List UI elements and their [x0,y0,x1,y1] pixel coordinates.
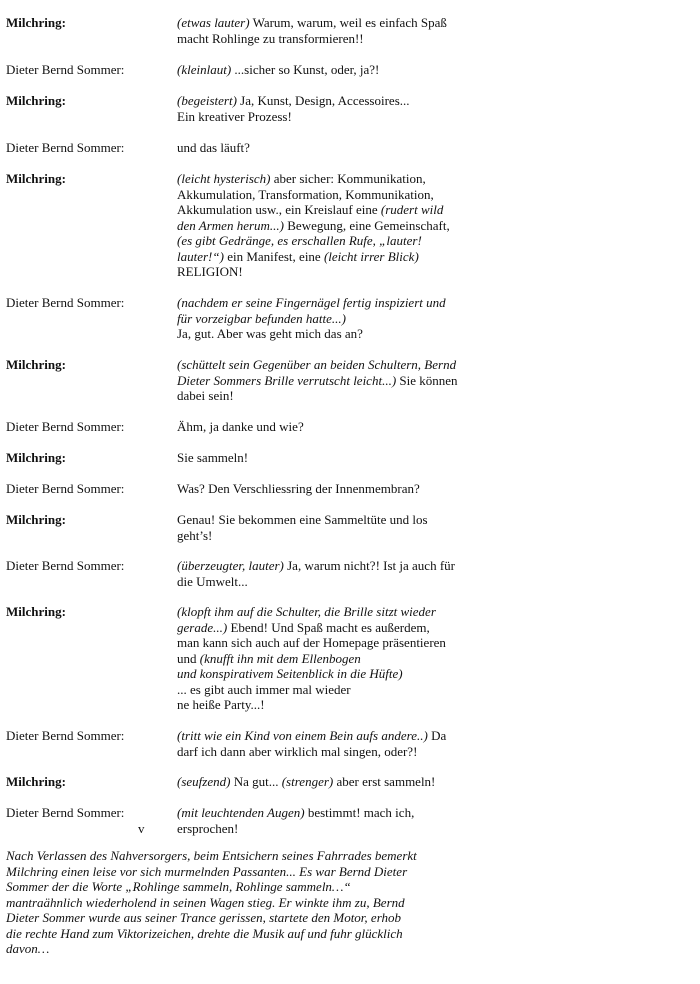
spoken-text: und das läuft? [177,140,250,155]
stage-direction: (schüttelt sein Gegenüber an beiden Schultern, Bernd [177,357,457,372]
stage-direction: (rudert wild [380,202,444,217]
stage-direction: und konspirativem Seitenblick in die Hüfte) [177,666,403,681]
spoken-text: Ebend! Und Spaß macht es außerdem, [227,619,430,635]
speaker-name: Dieter Bernd Sommer: [6,295,125,310]
speaker-name: Milchring: [6,450,66,465]
spoken-text: Akkumulation usw., ein Kreislauf eine [177,202,381,217]
speech-line [177,450,497,466]
spoken-text: Ja, warum nicht?! Ist ja auch für [283,558,455,573]
stage-direction: gerade...) [177,619,228,635]
speech-line [177,744,497,760]
closing-line: davon… [6,941,50,956]
spoken-text: dabei sein! [177,388,234,403]
speech-line [177,15,497,31]
speech-line [177,311,497,327]
speech-text [177,295,497,342]
speech-text [177,15,497,46]
speech-line [177,728,497,744]
speaker-name: Dieter Bernd Sommer: [6,558,125,573]
spoken-text: ein Manifest, eine [223,248,324,264]
speaker-name: Dieter Bernd Sommer: [6,481,125,496]
speaker-name: Dieter Bernd Sommer: [6,62,125,77]
spoken-text: Was? Den Verschliessring der Innenmembran? [177,481,420,496]
speech-text [177,140,497,156]
speech-line [177,109,497,125]
speech-line [177,295,497,311]
speech-line [177,373,497,389]
speech-text [177,450,497,466]
speech-line [177,697,497,713]
spoken-text: RELIGION! [177,264,243,279]
speech-line [177,481,497,497]
speaker-name: Milchring: [6,15,66,30]
speech-line [177,202,497,218]
speech-text [177,419,497,435]
spoken-text: aber erst sammeln! [333,774,436,789]
stage-direction: (klopft ihm auf die Schulter, die Brille sitzt wieder [177,604,436,619]
stage-direction: (strenger) [281,774,334,789]
speech-line [177,620,497,636]
speech-line [177,805,497,821]
closing-line: die rechte Hand zum Viktorizeichen, drehte die Musik auf und fuhr glücklich [6,925,403,941]
spoken-text: ersprochen! [177,820,239,836]
speech-text [177,481,497,497]
speech-line [177,419,497,435]
spoken-text: Da [427,728,447,743]
spoken-text: darf ich dann aber wirklich mal singen, oder?! [177,743,418,759]
speech-line [177,249,497,265]
stage-direction: für vorzeigbar befunden hatte...) [177,310,346,326]
closing-stage-direction [6,848,476,957]
speech-line [177,218,497,234]
speech-text [177,62,497,78]
spoken-text: Warum, warum, weil es einfach Spaß [249,15,447,30]
speech-text [177,728,497,759]
spoken-text: Genau! Sie bekommen eine Sammeltüte und los [177,512,428,527]
stage-direction: (kleinlaut) [177,62,232,77]
speech-text [177,604,497,713]
spoken-text: Ähm, ja danke und wie? [177,419,304,434]
spoken-text: aber sicher: Kommunikation, [270,171,426,186]
speech-line [177,140,497,156]
speaker-name: Milchring: [6,93,66,108]
speech-line [177,93,497,109]
speech-line [177,62,497,78]
speech-line [177,558,497,574]
speech-text [177,93,497,124]
speaker-name: Milchring: [6,604,66,619]
stray-mark: v [138,821,145,836]
speech-line [177,821,497,837]
speech-line [177,774,497,790]
speech-text [177,512,497,543]
closing-line: mantraähnlich wiederholend in seinen Wagen stieg. Er winkte ihm zu, Bernd [6,894,405,910]
spoken-text: geht’s! [177,527,213,543]
speech-line [177,357,497,373]
spoken-text: bestimmt! mach ich, [304,805,415,820]
stage-direction: (nachdem er seine Fingernägel fertig inspiziert und [177,295,446,310]
stage-direction: (seufzend) [177,774,231,789]
speech-line [177,651,497,667]
speaker-name: Dieter Bernd Sommer: [6,419,125,434]
speech-line [177,604,497,620]
stage-direction: (leicht irrer Blick) [323,248,419,264]
spoken-text: Ja, gut. Aber was geht mich das an? [177,326,363,341]
speech-line [177,666,497,682]
closing-line: Nach Verlassen des Nahversorgers, beim Entsichern seines Fahrrades bemerkt [6,848,417,863]
spoken-text: und [177,650,200,666]
stage-direction: den Armen herum...) [177,217,284,233]
speech-line [177,264,497,280]
speech-line [177,187,497,203]
stage-direction: (leicht hysterisch) [177,171,271,186]
stage-direction: (etwas lauter) [177,15,250,30]
speech-text [177,774,497,790]
closing-line: Milchring einen leise vor sich murmelnden Passanten... Es war Bernd Dieter [6,863,408,879]
stage-direction: Dieter Sommers Brille verrutscht leicht...) [177,372,397,388]
stage-direction: (knufft ihn mit dem Ellenbogen [199,650,361,666]
spoken-text: Sie können [396,372,458,388]
speaker-name: Milchring: [6,512,66,527]
speaker-name: Milchring: [6,357,66,372]
speaker-name: Dieter Bernd Sommer: [6,728,125,743]
spoken-text: Ja, Kunst, Design, Accessoires... [236,93,410,108]
stage-direction: (überzeugter, lauter) [177,558,284,573]
spoken-text: ...sicher so Kunst, oder, ja?! [231,62,380,77]
speaker-name: Dieter Bernd Sommer: [6,140,125,155]
speech-line [177,512,497,528]
speech-line [177,233,497,249]
speaker-name: Milchring: [6,774,66,789]
speaker-name: Dieter Bernd Sommer: [6,805,125,820]
speech-line [177,682,497,698]
spoken-text: Ein kreativer Prozess! [177,108,292,124]
spoken-text: Bewegung, eine Gemeinschaft, [284,217,450,233]
spoken-text: Na gut... [230,774,282,789]
speech-text [177,171,497,280]
speech-line [177,171,497,187]
stage-direction: (tritt wie ein Kind von einem Bein aufs andere..) [177,728,428,743]
spoken-text: ... es gibt auch immer mal wieder [177,681,351,697]
stage-direction: (mit leuchtenden Augen) [177,805,305,820]
speaker-name: Milchring: [6,171,66,186]
spoken-text: Sie sammeln! [177,450,249,465]
spoken-text: macht Rohlinge zu transformieren!! [177,30,364,46]
speech-line [177,31,497,47]
stage-direction: (es gibt Gedränge, es erschallen Rufe, „lauter! [177,233,422,248]
speech-line [177,528,497,544]
spoken-text: Akkumulation, Transformation, Kommunikation, [177,186,434,202]
spoken-text: man kann sich auch auf der Homepage präsentieren [177,635,446,650]
stage-direction: (begeistert) [177,93,237,108]
spoken-text: die Umwelt... [177,573,248,589]
speech-line [177,635,497,651]
closing-line: Dieter Sommer wurde aus seiner Trance gerissen, startete den Motor, erhob [6,910,402,925]
speech-text [177,805,497,836]
speech-text [177,558,497,589]
speech-line [177,574,497,590]
closing-line: Sommer der die Worte „Rohlinge sammeln, Rohlinge sammeln…“ [6,879,351,894]
spoken-text: ne heiße Party...! [177,697,265,712]
speech-line [177,388,497,404]
stage-direction: lauter!“) [177,248,224,264]
speech-line [177,326,497,342]
speech-text [177,357,497,404]
